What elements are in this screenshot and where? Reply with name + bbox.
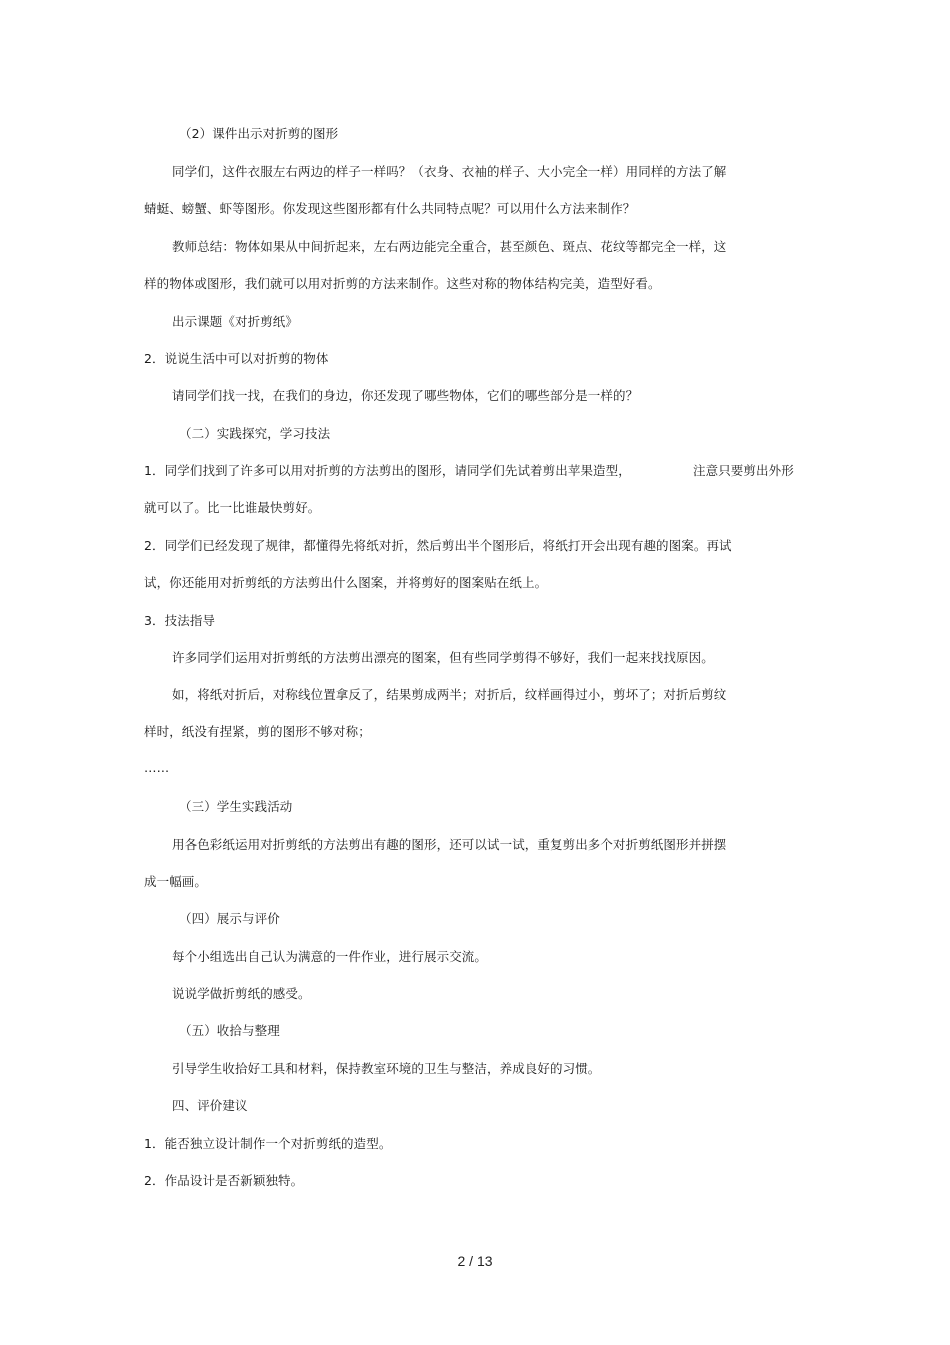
list-item: 1．能否独立设计制作一个对折剪纸的造型。 — [144, 1136, 392, 1151]
list-item: 2．说说生活中可以对折剪的物体 — [144, 351, 329, 366]
section-heading: （二）实践探究，学习技法 — [179, 426, 331, 441]
subheading-courseware: （2）课件出示对折剪的图形 — [179, 126, 339, 141]
section-heading: （四）展示与评价 — [179, 911, 280, 926]
list-item: 1．同学们找到了许多可以用对折剪的方法剪出的图形，请同学们先试着剪出苹果造型， — [144, 463, 631, 478]
paragraph-line: 蜻蜓、螃蟹、虾等图形。你发现这些图形都有什么共同特点呢？可以用什么方法来制作？ — [144, 201, 636, 216]
list-item: 3．技法指导 — [144, 613, 216, 628]
paragraph-line: 每个小组选出自己认为满意的一件作业，进行展示交流。 — [172, 949, 488, 964]
paragraph-line: 注意只要剪出外形 — [693, 463, 794, 478]
paragraph-line: 引导学生收拾好工具和材料，保持教室环境的卫生与整洁，养成良好的习惯。 — [172, 1061, 601, 1076]
paragraph-line: 样时，纸没有捏紧，剪的图形不够对称； — [144, 724, 371, 739]
paragraph-line: 请同学们找一找，在我们的身边，你还发现了哪些物体，它们的哪些部分是一样的？ — [172, 388, 639, 403]
list-item: 2．同学们已经发现了规律，都懂得先将纸对折，然后剪出半个图形后，将纸打开会出现有趣的图案。再试 — [144, 538, 732, 553]
ellipsis: …… — [144, 760, 170, 775]
paragraph-line: 样的物体或图形，我们就可以用对折剪的方法来制作。这些对称的物体结构完美，造型好看。 — [144, 276, 661, 291]
paragraph-line: 成一幅画。 — [144, 874, 208, 889]
paragraph-line: 就可以了。比一比谁最快剪好。 — [144, 500, 321, 515]
paragraph-line: 如，将纸对折后，对称线位置拿反了，结果剪成两半；对折后，纹样画得过小，剪坏了；对折后剪纹 — [172, 687, 727, 702]
section-heading: 四、评价建议 — [172, 1098, 248, 1113]
paragraph-line: 教师总结：物体如果从中间折起来，左右两边能完全重合，甚至颜色、斑点、花纹等都完全一样，这 — [172, 239, 727, 254]
paragraph-line: 出示课题《对折剪纸》 — [172, 314, 299, 329]
paragraph-line: 许多同学们运用对折剪纸的方法剪出漂亮的图案，但有些同学剪得不够好，我们一起来找找原因。 — [172, 650, 714, 665]
list-item: 2．作品设计是否新颖独特。 — [144, 1173, 304, 1188]
section-heading: （五）收拾与整理 — [179, 1023, 280, 1038]
page-number: 2 / 13 — [457, 1253, 493, 1269]
paragraph-line: 用各色彩纸运用对折剪纸的方法剪出有趣的图形，还可以试一试，重复剪出多个对折剪纸图形并拼摆 — [172, 837, 727, 852]
paragraph-line: 试，你还能用对折剪纸的方法剪出什么图案，并将剪好的图案贴在纸上。 — [144, 575, 548, 590]
section-heading: （三）学生实践活动 — [179, 799, 293, 814]
paragraph-line: 说说学做折剪纸的感受。 — [172, 986, 311, 1001]
paragraph-line: 同学们，这件衣服左右两边的样子一样吗？（衣身、衣袖的样子、大小完全一样）用同样的方法了解 — [172, 164, 727, 179]
